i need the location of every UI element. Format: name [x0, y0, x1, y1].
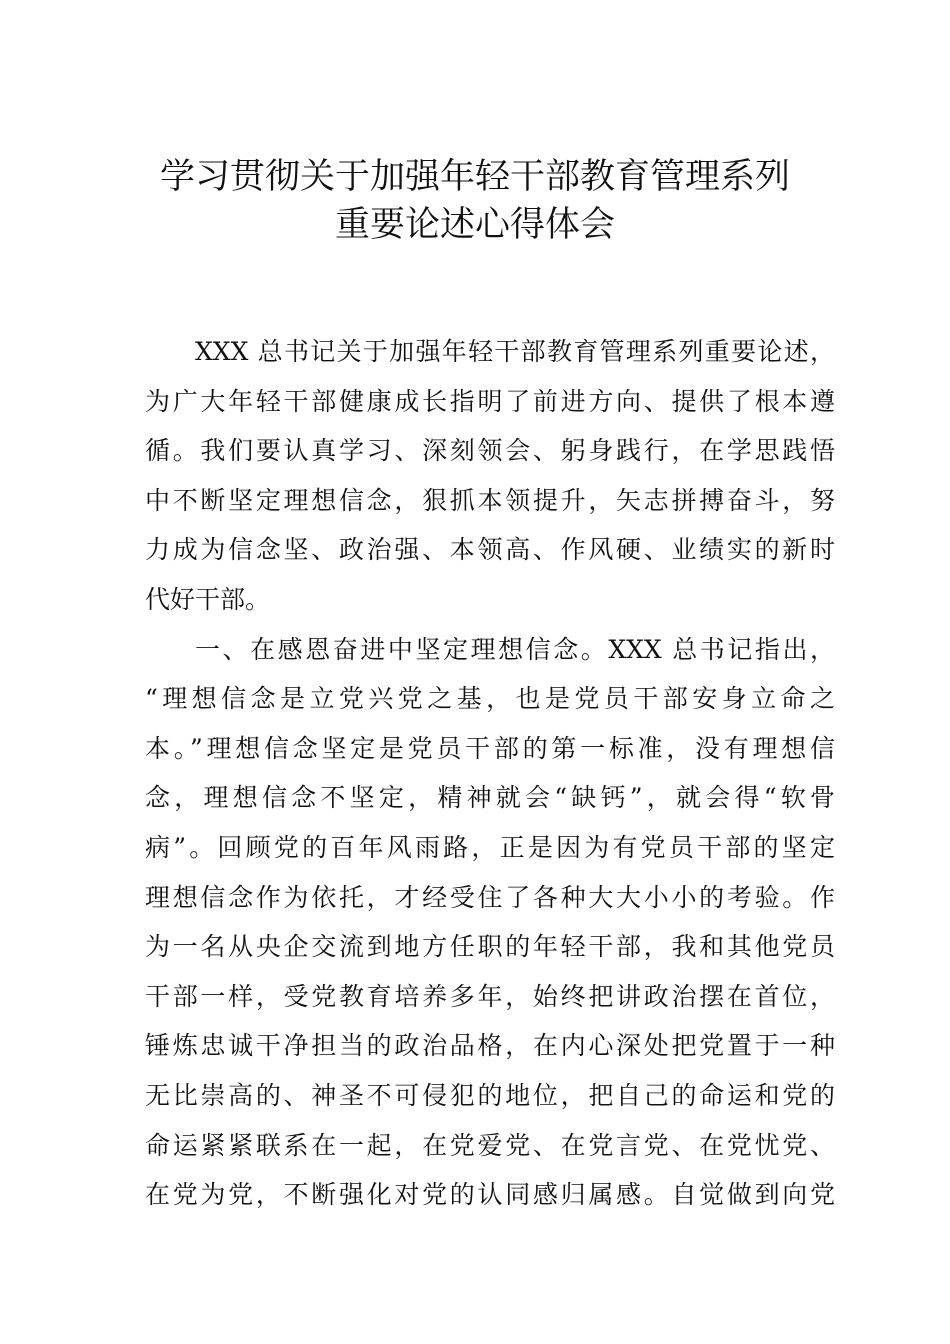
text-line: 为一名从央企交流到地方任职的年轻干部，我和其他党员 — [145, 932, 835, 962]
paragraph-section-1 — [145, 625, 835, 1220]
text-line: “理想信念是立党兴党之基，也是党员干部安身立命之 — [145, 684, 835, 714]
text-line: 力成为信念坚、政治强、本领高、作风硬、业绩实的新时 — [145, 535, 835, 565]
text-line: 无比崇高的、神圣不可侵犯的地位，把自己的命运和党的 — [145, 1080, 835, 1110]
document-title-line-2: 重要论述心得体会 — [334, 205, 615, 245]
document-title-line-1: 学习贯彻关于加强年轻干部教育管理系列 — [159, 157, 790, 197]
text-line: 中不断坚定理想信念，狠抓本领提升，矢志拼搏奋斗，努 — [145, 485, 835, 515]
text-line: 在党为党，不断强化对党的认同感归属感。自觉做到向党 — [145, 1180, 835, 1210]
text-line: 干部一样，受党教育培养多年，始终把讲政治摆在首位， — [145, 981, 835, 1011]
text-line: 代好干部。 — [145, 584, 271, 614]
text-line: 病”。回顾党的百年风雨路，正是因为有党员干部的坚定 — [145, 832, 835, 862]
text-line: 本。”理想信念坚定是党员干部的第一标准，没有理想信 — [145, 733, 835, 763]
text-line: 一、在感恩奋进中坚定理想信念。XXX 总书记指出， — [195, 634, 835, 664]
text-line: XXX 总书记关于加强年轻干部教育管理系列重要论述， — [195, 337, 835, 366]
document-body — [145, 327, 835, 1220]
text-line: 命运紧紧联系在一起，在党爱党、在党言党、在党忧党、 — [145, 1130, 835, 1160]
text-line: 念，理想信念不坚定，精神就会“缺钙”，就会得“软骨 — [145, 783, 835, 813]
text-line: 为广大年轻干部健康成长指明了前进方向、提供了根本遵 — [145, 386, 835, 416]
text-line: 循。我们要认真学习、深刻领会、躬身践行，在学思践悟 — [145, 436, 835, 466]
paragraph-intro — [145, 327, 835, 625]
text-line: 理想信念作为依托，才经受住了各种大大小小的考验。作 — [145, 882, 835, 912]
text-line: 锤炼忠诚干净担当的政治品格，在内心深处把党置于一种 — [145, 1031, 835, 1061]
